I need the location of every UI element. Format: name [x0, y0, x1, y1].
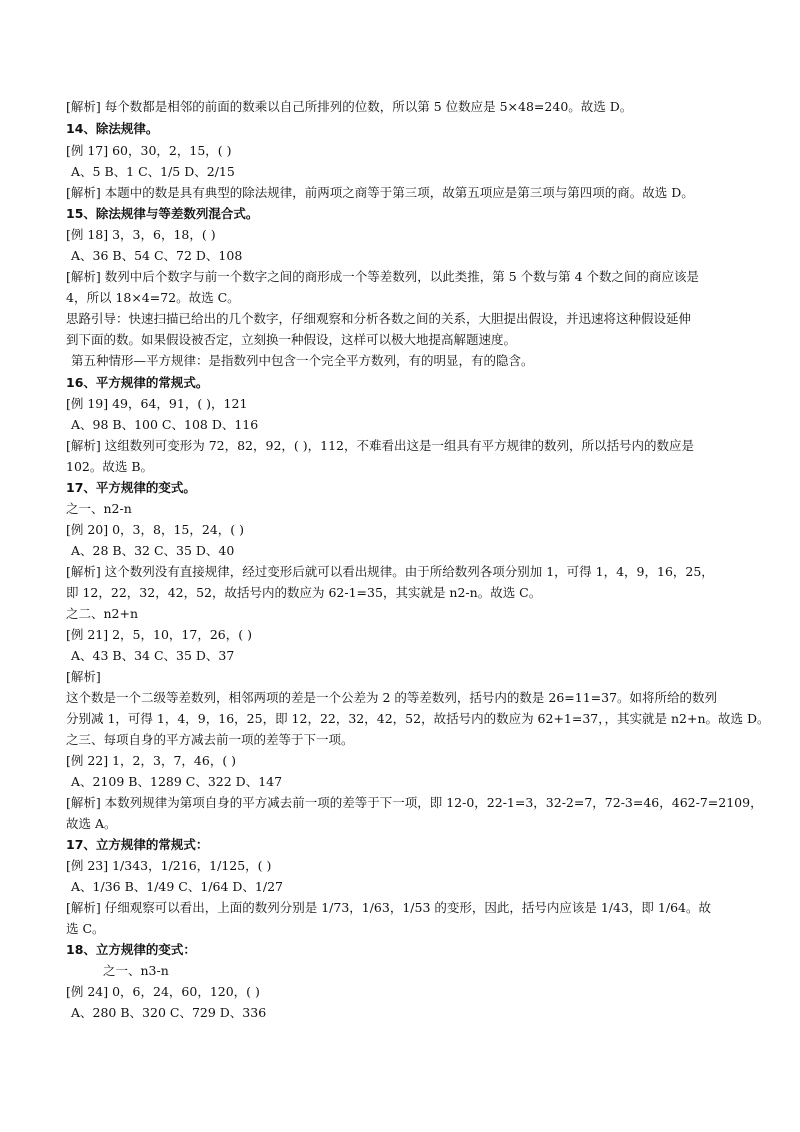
example-23: [例 23] 1/343，1/216，1/125，( ) [66, 858, 272, 873]
variant-3: 之三、每项自身的平方减去前一项的差等于下一项。 [66, 732, 354, 747]
heading-15: 15、除法规律与等差数列混合式。 [66, 206, 259, 221]
variant-cube-1: 之一、n3-n [103, 963, 169, 978]
analysis-19-line1: [解析] 这组数列可变形为 72，82，92，( )，112，不难看出这是一组具有平方规律的数列，所以括号内的数应是 [66, 438, 695, 453]
example-24: [例 24] 0，6，24，60，120，( ) [66, 984, 260, 999]
example-21: [例 21] 2，5，10，17，26，( ) [66, 627, 252, 642]
heading-18: 18、立方规律的变式： [66, 942, 196, 957]
analysis-22-line2: 故选 A。 [66, 816, 117, 831]
analysis-18-line2: 4，所以 18×4=72。故选 C。 [66, 290, 240, 305]
example-22: [例 22] 1，2，3，7，46，( ) [66, 753, 237, 768]
analysis-13: [解析] 每个数都是相邻的前面的数乘以自己所排列的位数，所以第 5 位数应是 5×48=240。故选 D。 [66, 99, 633, 114]
analysis-17: [解析] 本题中的数是具有典型的除法规律，前两项之商等于第三项，故第五项应是第三项与第四项的商。故选 D。 [66, 185, 694, 200]
variant-2: 之二、n2+n [66, 606, 139, 621]
example-17: [例 17] 60，30，2，15，( ) [66, 143, 232, 158]
analysis-20-line2: 即 12，22，32，42，52，故括号内的数应为 62-1=35，其实就是 n2-n。故选 C。 [66, 585, 542, 600]
analysis-18-line1: [解析] 数列中后个数字与前一个数字之间的商形成一个等差数列，以此类推，第 5 个数与第 4 个数之间的商应该是 [66, 269, 700, 284]
options-19: A、98 B、100 C、108 D、116 [71, 417, 259, 432]
analysis-21-line2: 分别减 1，可得 1，4，9，16，25，即 12，22，32，42，52，故括号内的数应为 62+1=37，，其实就是 n2+n。故选 D。 [66, 711, 770, 726]
hint-line2: 到下面的数。如果假设被否定，立刻换一种假设，这样可以极大地提高解题速度。 [66, 332, 517, 347]
heading-17a: 17、平方规律的变式。 [66, 480, 196, 495]
heading-17b: 17、立方规律的常规式： [66, 837, 209, 852]
analysis-23-line1: [解析] 仔细观察可以看出，上面的数列分别是 1/73，1/63，1/53 的变形，因此，括号内应该是 1/43，即 1/64。故 [66, 900, 711, 915]
options-20: A、28 B、32 C、35 D、40 [71, 543, 235, 558]
options-21: A、43 B、34 C、35 D、37 [71, 648, 235, 663]
options-18: A、36 B、54 C、72 D、108 [71, 248, 243, 263]
options-22: A、2109 B、1289 C、322 D、147 [71, 774, 283, 789]
variant-1: 之一、n2-n [66, 501, 132, 516]
options-17: A、5 B、1 C、1/5 D、2/15 [71, 164, 235, 179]
case-five-intro: 第五种情形—平方规律：是指数列中包含一个完全平方数列，有的明显，有的隐含。 [71, 353, 534, 368]
analysis-23-line2: 选 C。 [66, 921, 105, 936]
options-23: A、1/36 B、1/49 C、1/64 D、1/27 [71, 879, 283, 894]
hint-line1: 思路引导：快速扫描已给出的几个数字，仔细观察和分析各数之间的关系，大胆提出假设，并迅速将这种假设延伸 [66, 311, 692, 326]
analysis-20-line1: [解析] 这个数列没有直接规律，经过变形后就可以看出规律。由于所给数列各项分别加 1，可得 1，4，9，16，25， [66, 564, 714, 579]
example-19: [例 19] 49，64，91，( )，121 [66, 396, 248, 411]
analysis-21-label: [解析] [66, 669, 101, 684]
example-20: [例 20] 0，3，8，15，24，( ) [66, 522, 245, 537]
heading-16: 16、平方规律的常规式。 [66, 375, 209, 390]
analysis-21-line1: 这个数是一个二级等差数列，相邻两项的差是一个公差为 2 的等差数列，括号内的数是 26=11=37。如将所给的数列 [66, 690, 718, 705]
options-24: A、280 B、320 C、729 D、336 [71, 1005, 267, 1020]
analysis-22-line1: [解析] 本数列规律为第项自身的平方减去前一项的差等于下一项，即 12-0，22-1=3，32-2=7，72-3=46，462-7=2109， [66, 795, 763, 810]
example-18: [例 18] 3，3，6，18，( ) [66, 227, 216, 242]
analysis-19-line2: 102。故选 B。 [66, 459, 154, 474]
heading-14: 14、除法规律。 [66, 121, 159, 136]
